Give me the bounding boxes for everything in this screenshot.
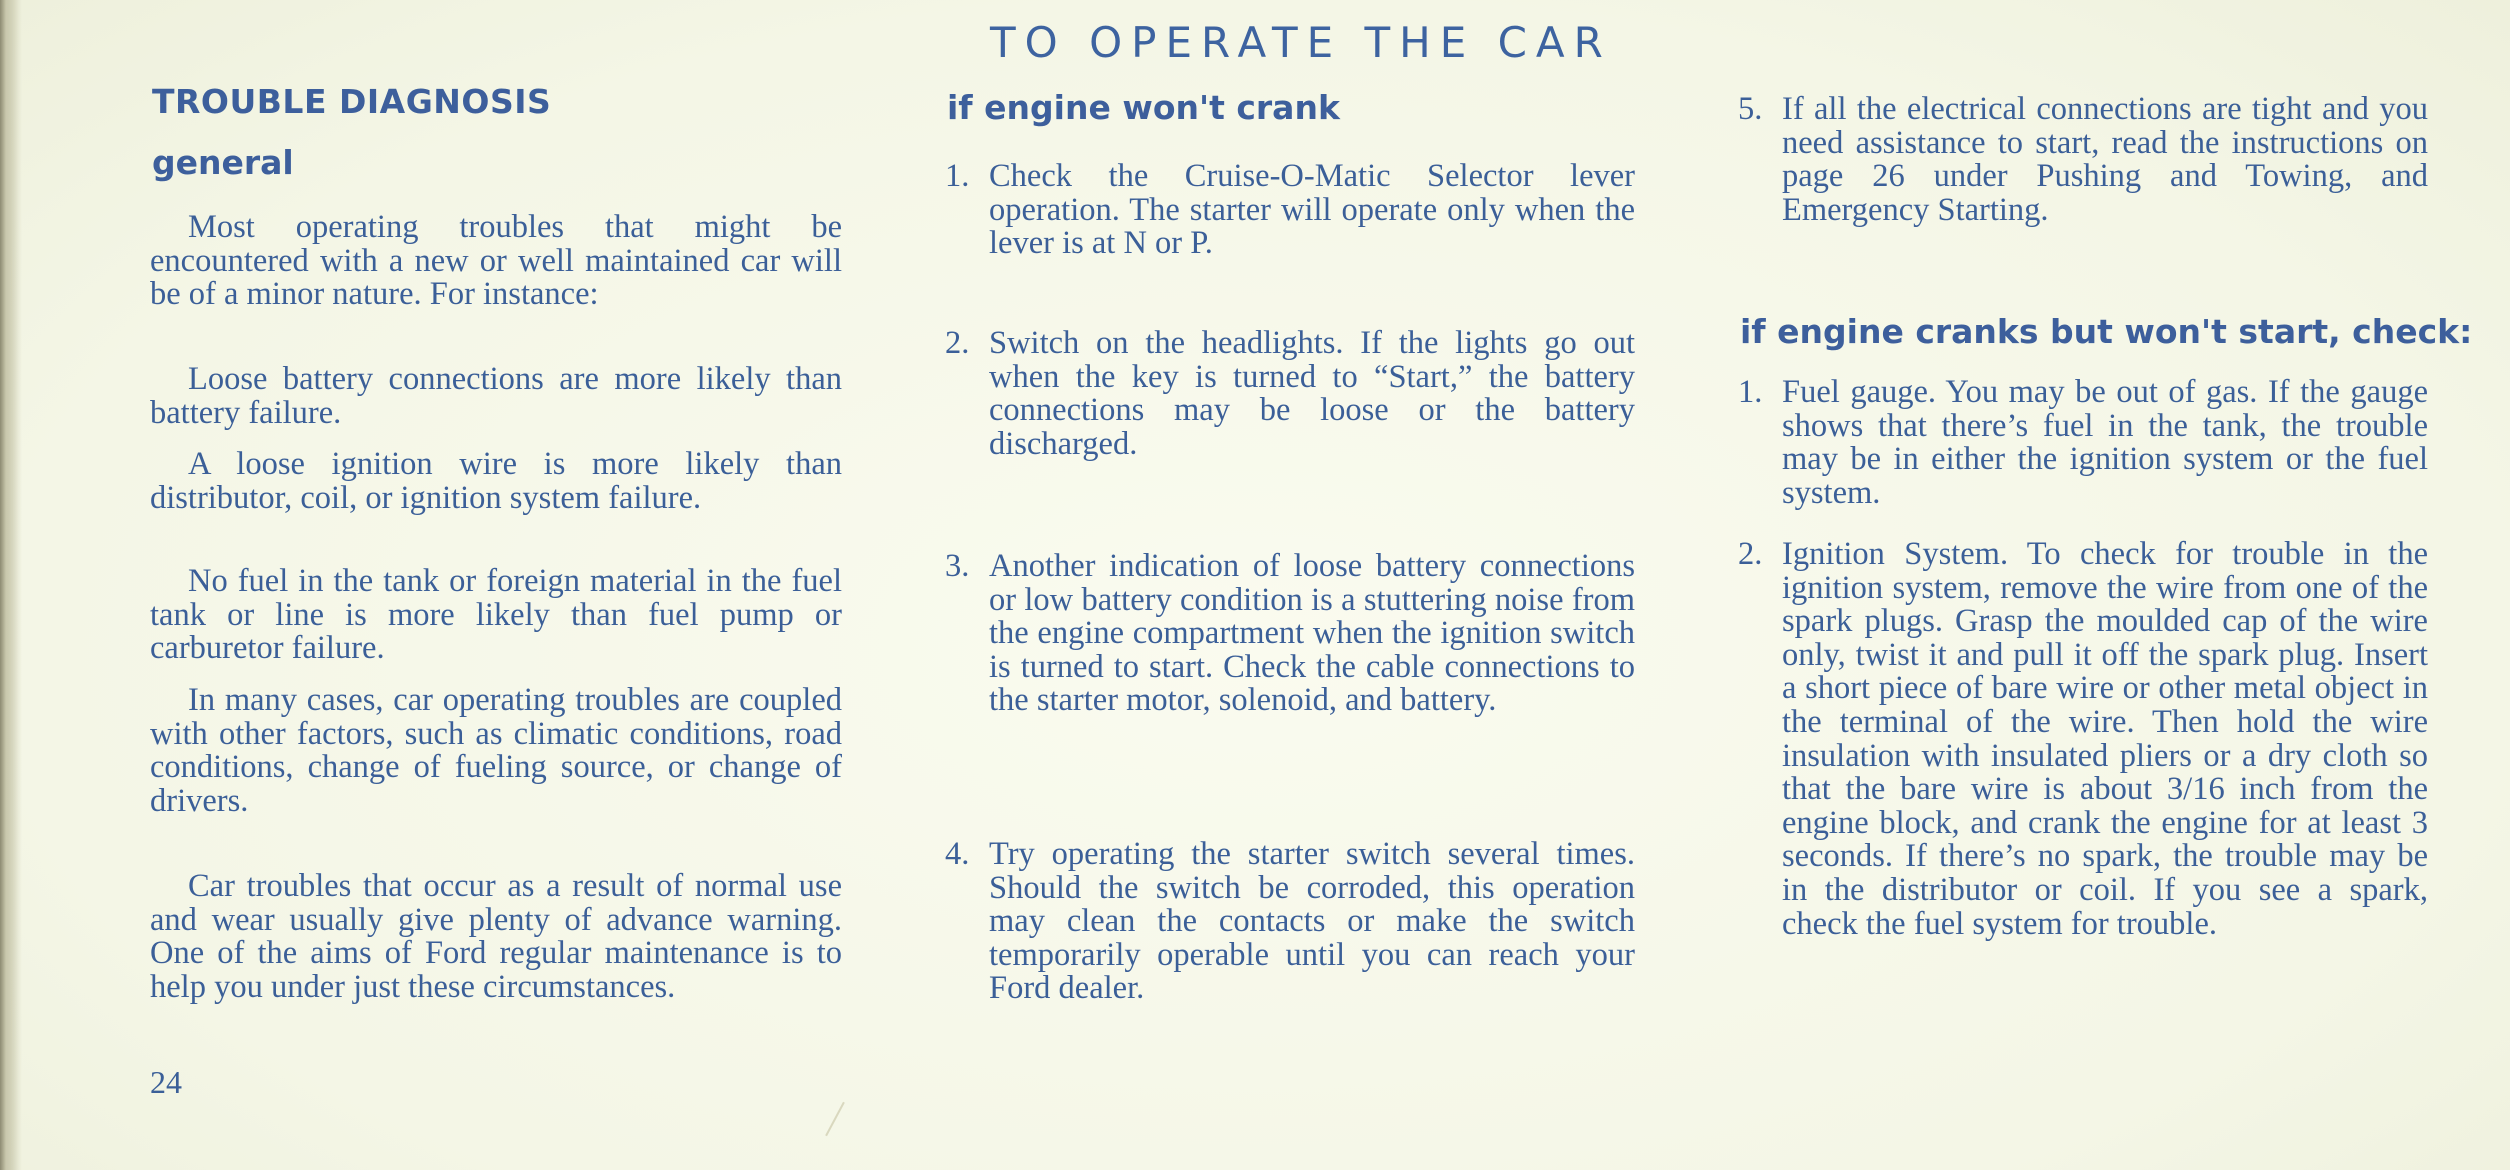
section-title: TROUBLE DIAGNOSIS [152,82,552,121]
subsection-title: general [152,143,294,182]
item-number: 1. [1738,374,1763,410]
paragraph: In many cases, car operating troubles are coupled with other factors, such as climatic conditions, road conditions, change of fueling source, or change of drivers. [150,682,842,819]
paragraph: A loose ignition wire is more likely than distributor, coil, or ignition system failure. [150,446,842,516]
page-number: 24 [150,1064,182,1100]
item-number: 4. [945,836,970,872]
binding-shadow [0,0,22,1170]
item-text: Try operating the starter switch several times. Should the switch be corroded, this operation may clean the contacts or make the switch temporarily operable until you can reach your Ford dealer. [989,836,1635,1007]
item-number: 5. [1738,91,1763,127]
paragraph: Car troubles that occur as a result of normal use and wear usually give plenty of advance warning. One of the aims of Ford regular maintenance is to help you under just these circumstances. [150,868,842,1005]
item-number: 3. [945,548,970,584]
item-text: Check the Cruise-O-Matic Selector lever operation. The starter will operate only when the lever is at N or P. [989,158,1635,262]
paragraph: Loose battery connections are more likely than battery failure. [150,361,842,431]
item-number: 1. [945,158,970,194]
running-head: TO OPERATE THE CAR [990,18,1612,67]
paragraph: Most operating troubles that might be encountered with a new or well maintained car will be of a minor nature. For instance: [150,209,842,313]
item-text: Ignition System. To check for trouble in the ignition system, remove the wire from one of the spark plugs. Grasp the moulded cap of the wire only, twist it and pull it off the spark plug. Insert a short piece of bare wire or other metal object in the terminal of the wire. Then hold the wire insulation with insulated pliers or a dry cloth so that the bare wire is about 3/16 inch from the engine block, and crank the engine for at least 3 seconds. If there’s no spark, the trouble may be in the distributor or coil. If you see a spark, check the fuel system for trouble. [1782,536,2428,942]
item-text: Fuel gauge. You may be out of gas. If the gauge shows that there’s fuel in the tank, the trouble may be in either the ignition system or the fuel system. [1782,374,2428,511]
item-text: If all the electrical connections are tight and you need assistance to start, read the instructions on page 26 under Pushing and Towing, and Emergency Starting. [1782,91,2428,228]
subsection-heading: if engine cranks but won't start, check: [1740,312,2473,351]
item-number: 2. [1738,536,1763,572]
paper-mark [825,1102,845,1136]
item-number: 2. [945,325,970,361]
item-text: Another indication of loose battery connections or low battery condition is a stuttering noise from the engine compartment when the ignition switch is turned to start. Check the cable connections to the starter motor, solenoid, and battery. [989,548,1635,719]
item-text: Switch on the headlights. If the lights go out when the key is turned to “Start,” the battery connections may be loose or the battery discharged. [989,325,1635,462]
paragraph: No fuel in the tank or foreign material in the fuel tank or line is more likely than fuel pump or carburetor failure. [150,563,842,667]
subsection-heading: if engine won't crank [947,88,1340,127]
